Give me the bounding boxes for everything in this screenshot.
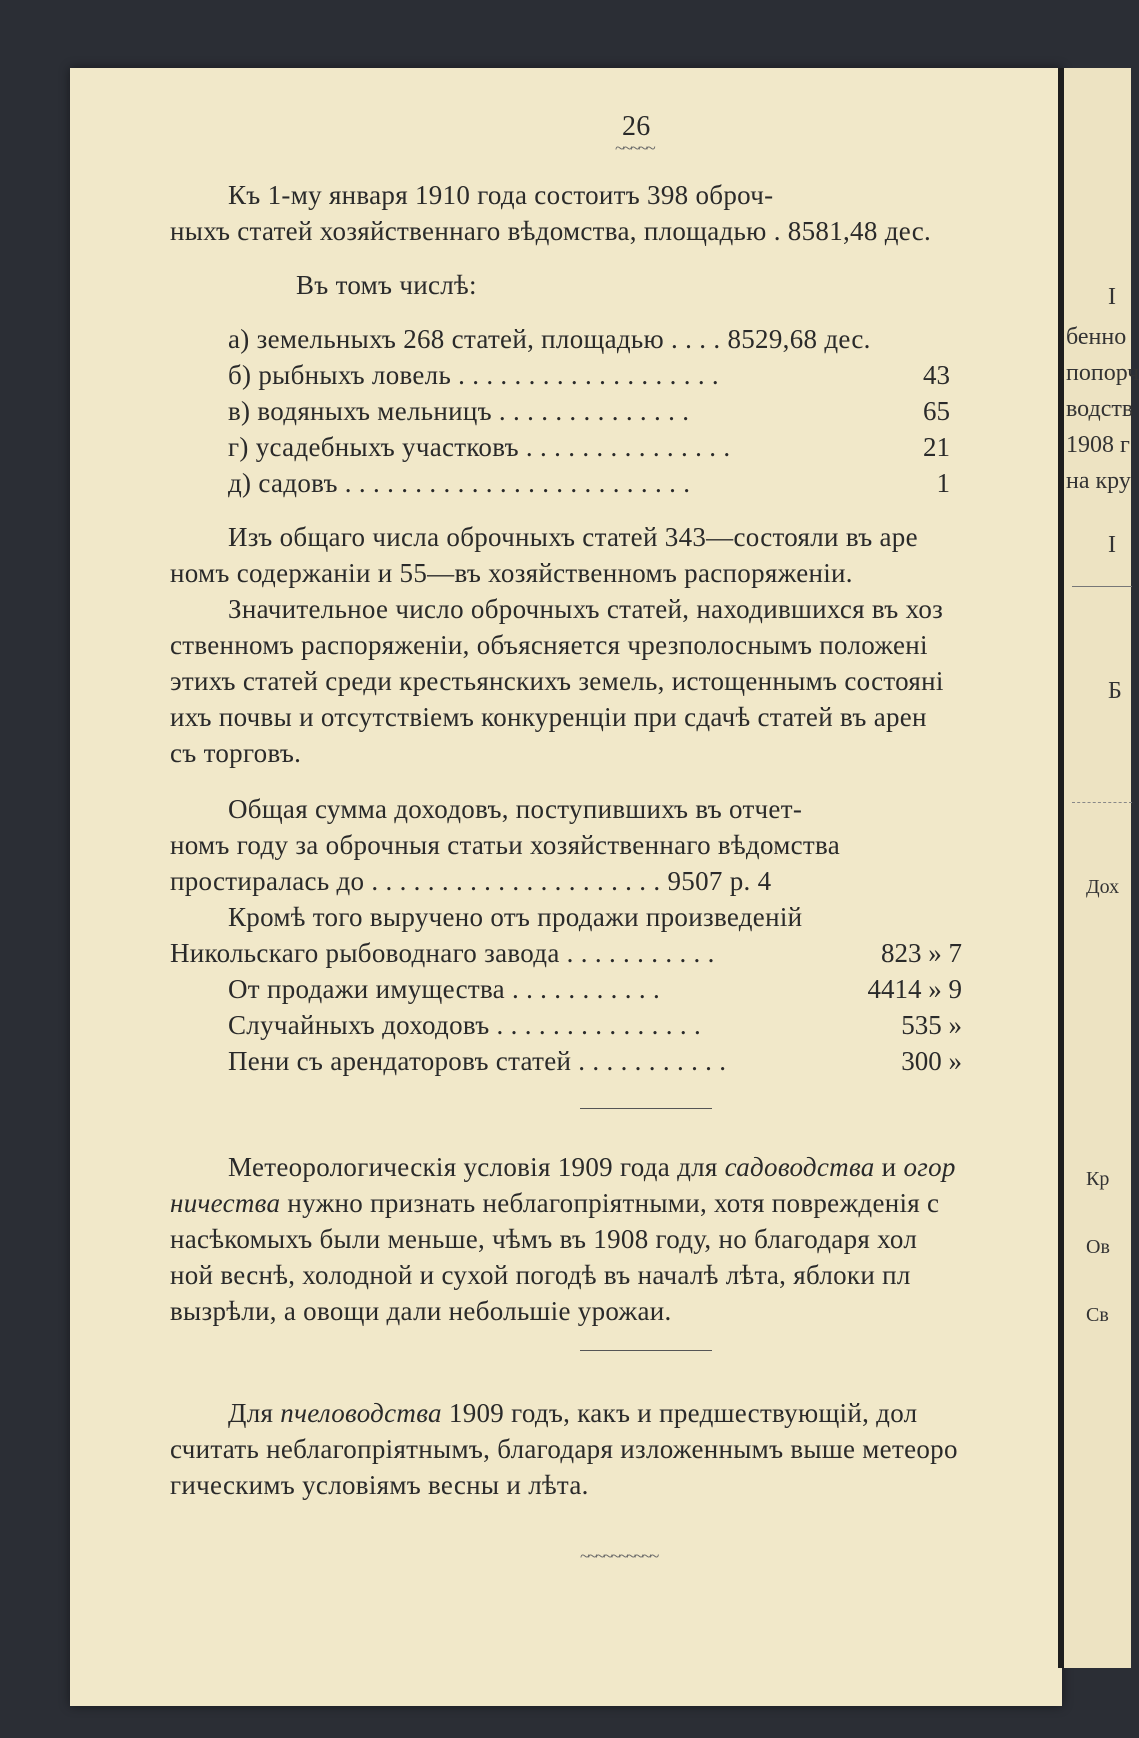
document-page <box>70 68 1062 1706</box>
fragment: Дох <box>1086 876 1120 898</box>
income-intro-line: Общая сумма доходовъ, поступившихъ въ отчет- <box>228 794 803 824</box>
fragment: I <box>1108 284 1116 310</box>
bees-line: считать неблагопріятнымъ, благодаря изложеннымъ выше метеоро <box>170 1434 958 1464</box>
bottom-ornament: ~~~~~~~~~~ <box>580 1546 658 1566</box>
meteo-line: Метеорологическія условія 1909 года для садоводства и огор <box>228 1152 956 1182</box>
income-row-value: 300 » <box>901 1046 962 1076</box>
fragment: 1908 г <box>1066 432 1130 458</box>
fragment: Б <box>1108 678 1122 704</box>
fragment: бенно <box>1066 324 1127 350</box>
meteo-line: вызрѣли, а овощи дали небольшіе урожаи. <box>170 1296 672 1326</box>
fragment: I <box>1108 532 1116 558</box>
income-row-value: 535 » <box>901 1010 962 1040</box>
list-item: а) земельныхъ 268 статей, площадью . . . . 8529,68 дес. <box>228 324 871 354</box>
list-value: 1 <box>936 468 950 498</box>
meteo-line: ничества нужно признать неблагопріятными, хотя поврежденія с <box>170 1188 940 1218</box>
income-row-value: 823 » 7 <box>881 938 962 968</box>
income-row-label: Никольскаго рыбоводнаго завода . . . . . . . . . . . <box>170 938 715 968</box>
meteo-line: насѣкомыхъ были меньше, чѣмъ въ 1908 году, но благодаря хол <box>170 1224 918 1254</box>
section-divider <box>580 1108 712 1109</box>
income-intro-line: номъ году за оброчныя статьи хозяйственнаго вѣдомства <box>170 830 841 860</box>
meteo-line: ной веснѣ, холодной и сухой погодѣ въ началѣ лѣта, яблоки пл <box>170 1260 911 1290</box>
page-number: 26 <box>622 111 651 142</box>
income-besides: Кромѣ того выручено отъ продажи произведеній <box>228 902 803 932</box>
intro-line-2: ныхъ статей хозяйственнаго вѣдомства, площадью . 8581,48 дес. <box>170 216 932 246</box>
income-row-label: Случайныхъ доходовъ . . . . . . . . . . . . . . . <box>228 1010 702 1040</box>
income-row-value: 4414 » 9 <box>867 974 962 1004</box>
subhead: Въ томъ числѣ: <box>296 270 477 300</box>
para2-line: ственномъ распоряженіи, объясняется чрезполоснымъ положені <box>170 630 928 660</box>
para2-line: ихъ почвы и отсутствіемъ конкуренціи при сдачѣ статей въ арен <box>170 702 927 732</box>
list-item: д) садовъ . . . . . . . . . . . . . . . . . . . . . . . . . <box>228 468 691 498</box>
section-divider <box>580 1350 712 1351</box>
para2-line: Значительное число оброчныхъ статей, находившихся въ хоз <box>228 594 944 624</box>
fragment: Ов <box>1086 1236 1110 1258</box>
list-value: 65 <box>923 396 950 426</box>
list-item: б) рыбныхъ ловель . . . . . . . . . . . . . . . . . . . <box>228 360 719 390</box>
para2-line: этихъ статей среди крестьянскихъ земель, истощеннымъ состояні <box>170 666 944 696</box>
income-row-label: Пени съ арендаторовъ статей . . . . . . . . . . . <box>228 1046 727 1076</box>
adjacent-page-edge <box>1058 68 1139 1668</box>
list-value: 21 <box>923 432 950 462</box>
fragment: на кру <box>1066 468 1131 494</box>
list-item: г) усадебныхъ участковъ . . . . . . . . . . . . . . . <box>228 432 731 462</box>
list-value: 43 <box>923 360 950 390</box>
bees-line: гическимъ условіямъ весны и лѣта. <box>170 1470 589 1500</box>
para1-line: Изъ общаго числа оброчныхъ статей 343—состояли въ аре <box>228 522 918 552</box>
income-total: простиралась до . . . . . . . . . . . . . . . . . . . . . 9507 р. 4 <box>170 866 772 896</box>
list-item: в) водяныхъ мельницъ . . . . . . . . . . . . . . <box>228 396 690 426</box>
para1-line: номъ содержаніи и 55—въ хозяйственномъ распоряженіи. <box>170 558 853 588</box>
fragment: попорч <box>1066 360 1139 386</box>
top-ornament: ~~~~~ <box>615 138 654 158</box>
fragment: Св <box>1086 1304 1109 1326</box>
intro-line-1: Къ 1-му января 1910 года состоитъ 398 оброч- <box>228 180 774 210</box>
income-row-label: От продажи имущества . . . . . . . . . . . <box>228 974 661 1004</box>
bees-line: Для пчеловодства 1909 годъ, какъ и предшествующій, дол <box>228 1398 918 1428</box>
fragment: водств <box>1066 396 1134 422</box>
rule <box>1072 586 1132 587</box>
para2-line: съ торговъ. <box>170 738 302 768</box>
rule <box>1072 802 1132 803</box>
fragment: Кр <box>1086 1168 1110 1190</box>
